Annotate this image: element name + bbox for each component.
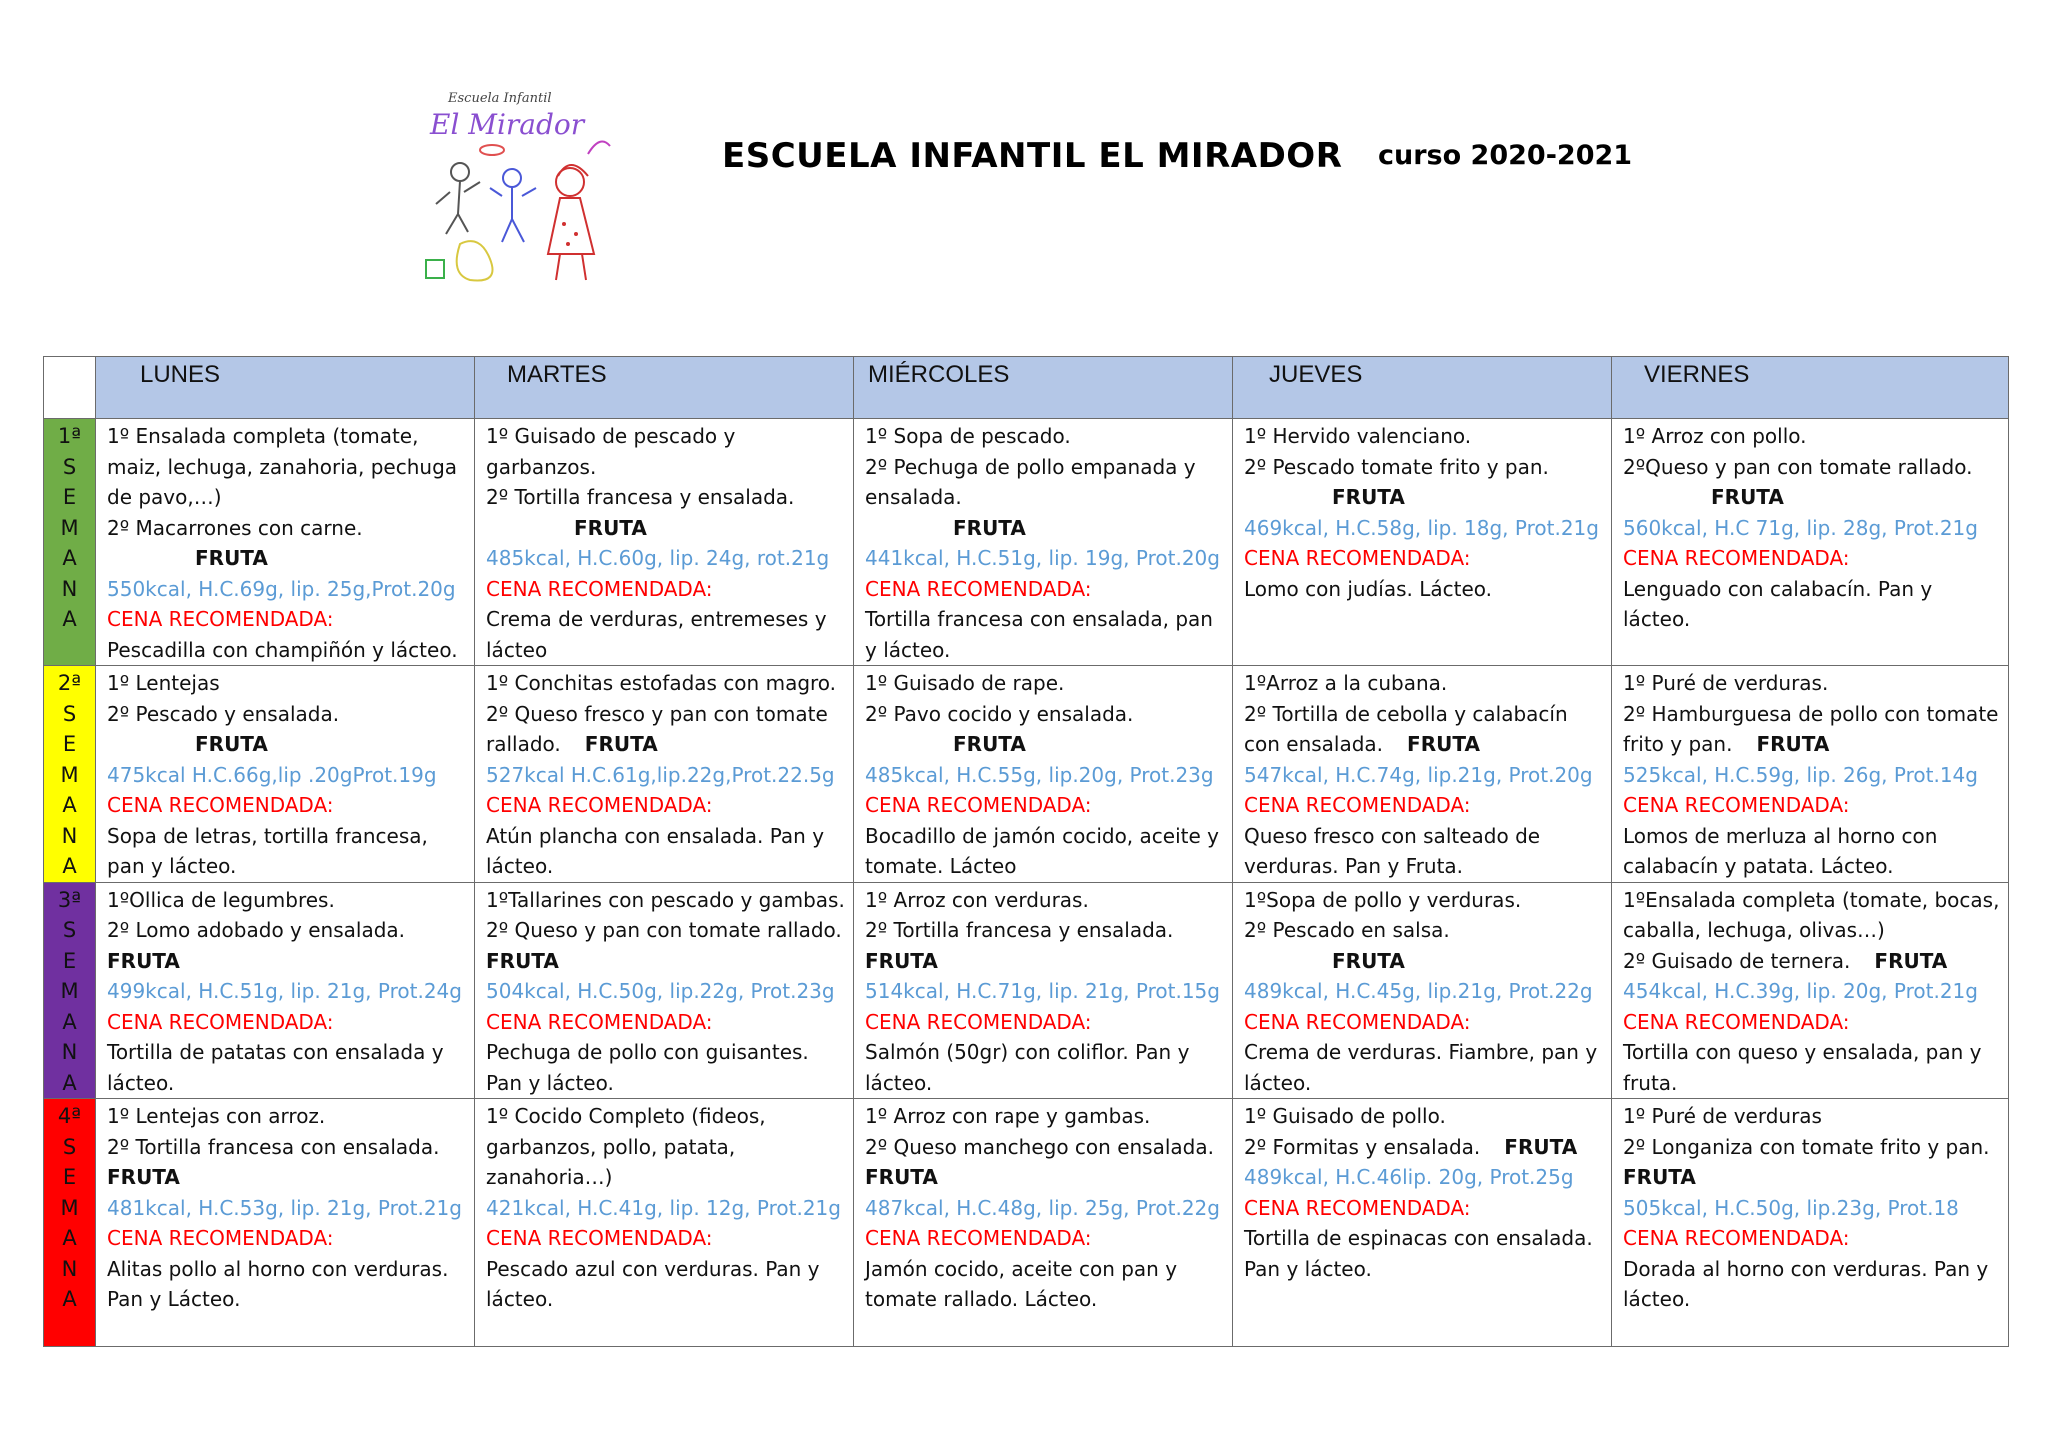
- menu-cell-lunes: [96, 666, 475, 883]
- second-course: 2º Queso manchego con ensalada.: [865, 1134, 1214, 1159]
- day-header-row: [44, 357, 2009, 419]
- page-title: ESCUELA INFANTIL EL MIRADOR: [722, 136, 1343, 176]
- second-course: 2º Hamburguesa de pollo con tomate frito y pan.: [1623, 701, 1999, 756]
- fruta-label: FRUTA: [1332, 948, 1405, 973]
- dinner-label: CENA RECOMENDADA:: [1244, 1009, 1471, 1034]
- second-course: 2º Pescado tomate frito y pan.: [1244, 454, 1549, 479]
- fruta-label: FRUTA: [1332, 485, 1405, 509]
- menu-cell-viernes: [1612, 419, 2009, 666]
- menu-cell-viernes: [1612, 882, 2009, 1099]
- nutrition-info: 547kcal, H.C.74g, lip.21g, Prot.20g: [1244, 762, 1593, 787]
- first-course: 1º Conchitas estofadas con magro.: [486, 671, 837, 695]
- nutrition-info: 505kcal, H.C.50g, lip.23g, Prot.18: [1623, 1195, 1959, 1220]
- week-letter: S: [62, 454, 77, 479]
- menu-cell-jueves: [1233, 882, 1612, 1099]
- dinner-label: CENA RECOMENDADA:: [107, 1009, 334, 1034]
- day-header-jueves: JUEVES: [1233, 357, 1612, 419]
- menu-table: [43, 356, 2009, 1347]
- second-course: 2º Tortilla francesa y ensalada.: [486, 485, 795, 509]
- dinner-label: CENA RECOMENDADA:: [1244, 1195, 1471, 1220]
- week-letter: N: [61, 1040, 78, 1064]
- dinner-recommendation: Queso fresco con salteado de verduras. Pan y Fruta.: [1244, 823, 1541, 878]
- fruta-label: FRUTA: [195, 732, 268, 756]
- first-course: 1º Guisado de rape.: [865, 671, 1065, 695]
- menu-cell-viernes: [1612, 666, 2009, 883]
- week-letter: S: [62, 701, 77, 726]
- fruta-label: FRUTA: [486, 948, 559, 973]
- fruta-label: FRUTA: [107, 1165, 180, 1189]
- dinner-label: CENA RECOMENDADA:: [107, 1226, 334, 1250]
- dinner-label: CENA RECOMENDADA:: [486, 1009, 713, 1034]
- dinner-recommendation: Crema de verduras, entremeses y lácteo: [486, 607, 827, 662]
- first-course: 1º Guisado de pollo.: [1244, 1104, 1446, 1128]
- menu-cell-miercoles: [854, 419, 1233, 666]
- dinner-recommendation: Crema de verduras. Fiambre, pan y lácteo.: [1244, 1040, 1598, 1095]
- week-ordinal: 4ª: [57, 1104, 82, 1128]
- first-course: 1º Sopa de pescado.: [865, 424, 1071, 448]
- second-course: 2º Tortilla de cebolla y calabacín con ensalada.: [1244, 701, 1568, 756]
- fruta-label: FRUTA: [1711, 485, 1784, 509]
- dinner-label: CENA RECOMENDADA:: [107, 607, 334, 631]
- week-letter: A: [62, 793, 77, 817]
- first-course: 1º Arroz con verduras.: [865, 887, 1089, 912]
- menu-cell-martes: [475, 882, 854, 1099]
- fruta-label: FRUTA: [107, 948, 180, 973]
- menu-cell-lunes: [96, 1099, 475, 1347]
- first-course: 1ºTallarines con pescado y gambas.: [486, 887, 845, 912]
- week-letter: E: [62, 948, 77, 973]
- week-letter: E: [62, 732, 77, 756]
- dinner-recommendation: Sopa de letras, tortilla francesa, pan y lácteo.: [107, 823, 428, 878]
- week-letter: A: [62, 546, 77, 570]
- course-year: curso 2020-2021: [1378, 140, 1633, 171]
- fruta-label: FRUTA: [195, 546, 268, 570]
- dinner-label: CENA RECOMENDADA:: [1623, 1226, 1850, 1250]
- second-course: 2º Queso fresco y pan con tomate rallado.: [486, 701, 828, 756]
- fruta-label: FRUTA: [865, 1165, 938, 1189]
- nutrition-info: 514kcal, H.C.71g, lip. 21g, Prot.15g: [865, 979, 1220, 1003]
- week-letter: A: [62, 1070, 77, 1095]
- week-label-1: [44, 419, 96, 666]
- week-row: [44, 1099, 2009, 1347]
- day-header-viernes: VIERNES: [1612, 357, 2009, 419]
- fruta-label: FRUTA: [1874, 948, 1948, 973]
- nutrition-info: 485kcal, H.C.55g, lip.20g, Prot.23g: [865, 762, 1214, 787]
- menu-cell-martes: [475, 419, 854, 666]
- first-course: 1ºOllica de legumbres.: [107, 887, 335, 912]
- week-ordinal: 3ª: [57, 887, 82, 912]
- week-letter: A: [62, 1226, 77, 1250]
- nutrition-info: 525kcal, H.C.59g, lip. 26g, Prot.14g: [1623, 762, 1978, 787]
- dinner-label: CENA RECOMENDADA:: [486, 576, 713, 601]
- dinner-label: CENA RECOMENDADA:: [865, 1226, 1092, 1250]
- week-letter: A: [62, 1287, 77, 1311]
- week-label-3: [44, 882, 96, 1099]
- dinner-recommendation: Salmón (50gr) con coliflor. Pan y lácteo.: [865, 1040, 1190, 1095]
- dinner-label: CENA RECOMENDADA:: [1623, 1009, 1850, 1034]
- fruta-label: FRUTA: [1407, 732, 1480, 756]
- svg-text:Escuela Infantil: Escuela Infantil: [448, 91, 552, 106]
- svg-text:El Mirador: El Mirador: [430, 108, 585, 141]
- dinner-recommendation: Tortilla francesa con ensalada, pan y lácteo.: [865, 607, 1213, 662]
- fruta-label: FRUTA: [574, 515, 647, 540]
- day-header-martes: MARTES: [475, 357, 854, 419]
- dinner-recommendation: Dorada al horno con verduras. Pan y lácteo.: [1623, 1256, 1989, 1311]
- week-letter: N: [61, 1256, 78, 1281]
- dinner-label: CENA RECOMENDADA:: [1244, 546, 1471, 570]
- dinner-recommendation: Pescado azul con verduras. Pan y lácteo.: [486, 1256, 820, 1311]
- dinner-label: CENA RECOMENDADA:: [107, 793, 334, 817]
- nutrition-info: 527kcal H.C.61g,lip.22g,Prot.22.5g: [486, 762, 835, 787]
- week-letter: M: [60, 1195, 79, 1220]
- week-letter: M: [60, 979, 79, 1003]
- week-letter: M: [60, 515, 79, 540]
- nutrition-info: 441kcal, H.C.51g, lip. 19g, Prot.20g: [865, 546, 1220, 570]
- dinner-recommendation: Tortilla con queso y ensalada, pan y fruta.: [1623, 1040, 1982, 1095]
- nutrition-info: 421kcal, H.C.41g, lip. 12g, Prot.21g: [486, 1195, 841, 1220]
- dinner-label: CENA RECOMENDADA:: [486, 1226, 713, 1250]
- fruta-label: FRUTA: [953, 515, 1026, 540]
- fruta-label: FRUTA: [1756, 732, 1830, 756]
- menu-cell-viernes: [1612, 1099, 2009, 1347]
- menu-cell-martes: [475, 666, 854, 883]
- day-header-miercoles: MIÉRCOLES: [854, 357, 1233, 419]
- second-course: 2ºQueso y pan con tomate rallado.: [1623, 454, 1973, 479]
- week-letter: N: [61, 576, 78, 601]
- nutrition-info: 454kcal, H.C.39g, lip. 20g, Prot.21g: [1623, 979, 1978, 1003]
- nutrition-info: 485kcal, H.C.60g, lip. 24g, rot.21g: [486, 546, 830, 570]
- first-course: 1ºArroz a la cubana.: [1244, 671, 1448, 695]
- dinner-recommendation: Tortilla de patatas con ensalada y lácteo.: [107, 1040, 444, 1095]
- dinner-recommendation: Pechuga de pollo con guisantes. Pan y lácteo.: [486, 1040, 809, 1095]
- first-course: 1º Guisado de pescado y garbanzos.: [486, 424, 736, 479]
- dinner-recommendation: Jamón cocido, aceite con pan y tomate rallado. Lácteo.: [865, 1256, 1178, 1311]
- dinner-label: CENA RECOMENDADA:: [865, 1009, 1092, 1034]
- second-course-line: [1623, 699, 2004, 760]
- second-course-line: [1244, 1132, 1607, 1163]
- dinner-label: CENA RECOMENDADA:: [1623, 546, 1850, 570]
- second-course: 2º Macarrones con carne.: [107, 515, 363, 540]
- nutrition-info: 481kcal, H.C.53g, lip. 21g, Prot.21g: [107, 1195, 462, 1220]
- second-course: 2º Pechuga de pollo empanada y ensalada.: [865, 454, 1196, 509]
- week-label-4: [44, 1099, 96, 1347]
- header-corner: [44, 357, 96, 419]
- nutrition-info: 475kcal H.C.66g,lip .20gProt.19g: [107, 762, 437, 787]
- nutrition-info: 489kcal, H.C.45g, lip.21g, Prot.22g: [1244, 979, 1593, 1003]
- dinner-recommendation: Lenguado con calabacín. Pan y lácteo.: [1623, 576, 1933, 631]
- first-course: 1º Puré de verduras.: [1623, 671, 1829, 695]
- menu-cell-lunes: [96, 419, 475, 666]
- menu-cell-miercoles: [854, 882, 1233, 1099]
- nutrition-info: 469kcal, H.C.58g, lip. 18g, Prot.21g: [1244, 515, 1599, 540]
- menu-cell-lunes: [96, 882, 475, 1099]
- second-course: 2º Tortilla francesa con ensalada.: [107, 1134, 440, 1159]
- fruta-label: FRUTA: [1623, 1165, 1696, 1189]
- first-course: 1º Lentejas: [107, 671, 220, 695]
- menu-cell-miercoles: [854, 666, 1233, 883]
- dinner-recommendation: Alitas pollo al horno con verduras. Pan y Lácteo.: [107, 1256, 449, 1311]
- first-course: 1º Arroz con pollo.: [1623, 424, 1807, 448]
- week-letter: N: [61, 823, 78, 848]
- fruta-label: FRUTA: [584, 732, 658, 756]
- menu-cell-jueves: [1233, 1099, 1612, 1347]
- week-ordinal: 2ª: [57, 671, 82, 695]
- first-course: 1º Cocido Completo (fideos, garbanzos, pollo, patata, zanahoria…): [486, 1104, 766, 1189]
- dinner-recommendation: Pescadilla con champiñón y lácteo.: [107, 637, 458, 662]
- second-course: 2º Longaniza con tomate frito y pan.: [1623, 1134, 1990, 1159]
- fruta-label: FRUTA: [953, 732, 1026, 756]
- week-label-2: [44, 666, 96, 883]
- fruta-label: FRUTA: [1504, 1134, 1578, 1159]
- menu-cell-martes: [475, 1099, 854, 1347]
- second-course: 2º Pescado en salsa.: [1244, 918, 1450, 942]
- week-letter: S: [62, 918, 77, 942]
- second-course-line: [486, 699, 849, 760]
- second-course: 2º Formitas y ensalada.: [1244, 1134, 1481, 1159]
- menu-cell-miercoles: [854, 1099, 1233, 1347]
- nutrition-info: 504kcal, H.C.50g, lip.22g, Prot.23g: [486, 979, 835, 1003]
- week-letter: A: [62, 1009, 77, 1034]
- dinner-recommendation: Bocadillo de jamón cocido, aceite y tomate. Lácteo: [865, 823, 1219, 878]
- week-letter: E: [62, 485, 77, 509]
- second-course: 2º Guisado de ternera.: [1623, 948, 1851, 973]
- first-course: 1ºSopa de pollo y verduras.: [1244, 887, 1522, 912]
- first-course: 1ºEnsalada completa (tomate, bocas, caballa, lechuga, olivas…): [1623, 887, 2000, 942]
- nutrition-info: 487kcal, H.C.48g, lip. 25g, Prot.22g: [865, 1195, 1220, 1220]
- first-course: 1º Lentejas con arroz.: [107, 1104, 326, 1128]
- second-course: 2º Lomo adobado y ensalada.: [107, 918, 406, 942]
- dinner-recommendation: Tortilla de espinacas con ensalada. Pan y lácteo.: [1244, 1226, 1593, 1281]
- second-course-line: [1623, 946, 2004, 977]
- nutrition-info: 499kcal, H.C.51g, lip. 21g, Prot.24g: [107, 979, 462, 1003]
- dinner-label: CENA RECOMENDADA:: [865, 793, 1092, 817]
- week-row: [44, 666, 2009, 883]
- fruta-label: FRUTA: [865, 948, 938, 973]
- week-letter: S: [62, 1134, 77, 1159]
- week-row: [44, 882, 2009, 1099]
- dinner-label: CENA RECOMENDADA:: [486, 793, 713, 817]
- second-course: 2º Tortilla francesa y ensalada.: [865, 918, 1174, 942]
- dinner-label: CENA RECOMENDADA:: [1244, 793, 1471, 817]
- week-letter: A: [62, 854, 77, 878]
- week-ordinal: 1ª: [57, 424, 82, 448]
- dinner-label: CENA RECOMENDADA:: [1623, 793, 1850, 817]
- dinner-recommendation: Lomo con judías. Lácteo.: [1244, 576, 1493, 601]
- school-logo: [420, 84, 620, 294]
- second-course: 2º Pescado y ensalada.: [107, 701, 340, 726]
- nutrition-info: 550kcal, H.C.69g, lip. 25g,Prot.20g: [107, 576, 456, 601]
- menu-cell-jueves: [1233, 419, 1612, 666]
- day-header-lunes: LUNES: [96, 357, 475, 419]
- week-letter: E: [62, 1165, 77, 1189]
- dinner-recommendation: Lomos de merluza al horno con calabacín y patata. Lácteo.: [1623, 823, 1938, 878]
- second-course-line: [1244, 699, 1607, 760]
- nutrition-info: 560kcal, H.C 71g, lip. 28g, Prot.21g: [1623, 515, 1978, 540]
- dinner-recommendation: Atún plancha con ensalada. Pan y lácteo.: [486, 823, 825, 878]
- menu-cell-jueves: [1233, 666, 1612, 883]
- nutrition-info: 489kcal, H.C.46lip. 20g, Prot.25g: [1244, 1165, 1574, 1189]
- first-course: 1º Hervido valenciano.: [1244, 424, 1472, 448]
- week-letter: M: [60, 762, 79, 787]
- first-course: 1º Ensalada completa (tomate, maiz, lechuga, zanahoria, pechuga de pavo,…): [107, 424, 458, 509]
- first-course: 1º Arroz con rape y gambas.: [865, 1104, 1151, 1128]
- week-row: [44, 419, 2009, 666]
- week-letter: A: [62, 607, 77, 631]
- dinner-label: CENA RECOMENDADA:: [865, 576, 1092, 601]
- first-course: 1º Puré de verduras: [1623, 1104, 1822, 1128]
- second-course: 2º Pavo cocido y ensalada.: [865, 701, 1134, 726]
- second-course: 2º Queso y pan con tomate rallado.: [486, 918, 842, 942]
